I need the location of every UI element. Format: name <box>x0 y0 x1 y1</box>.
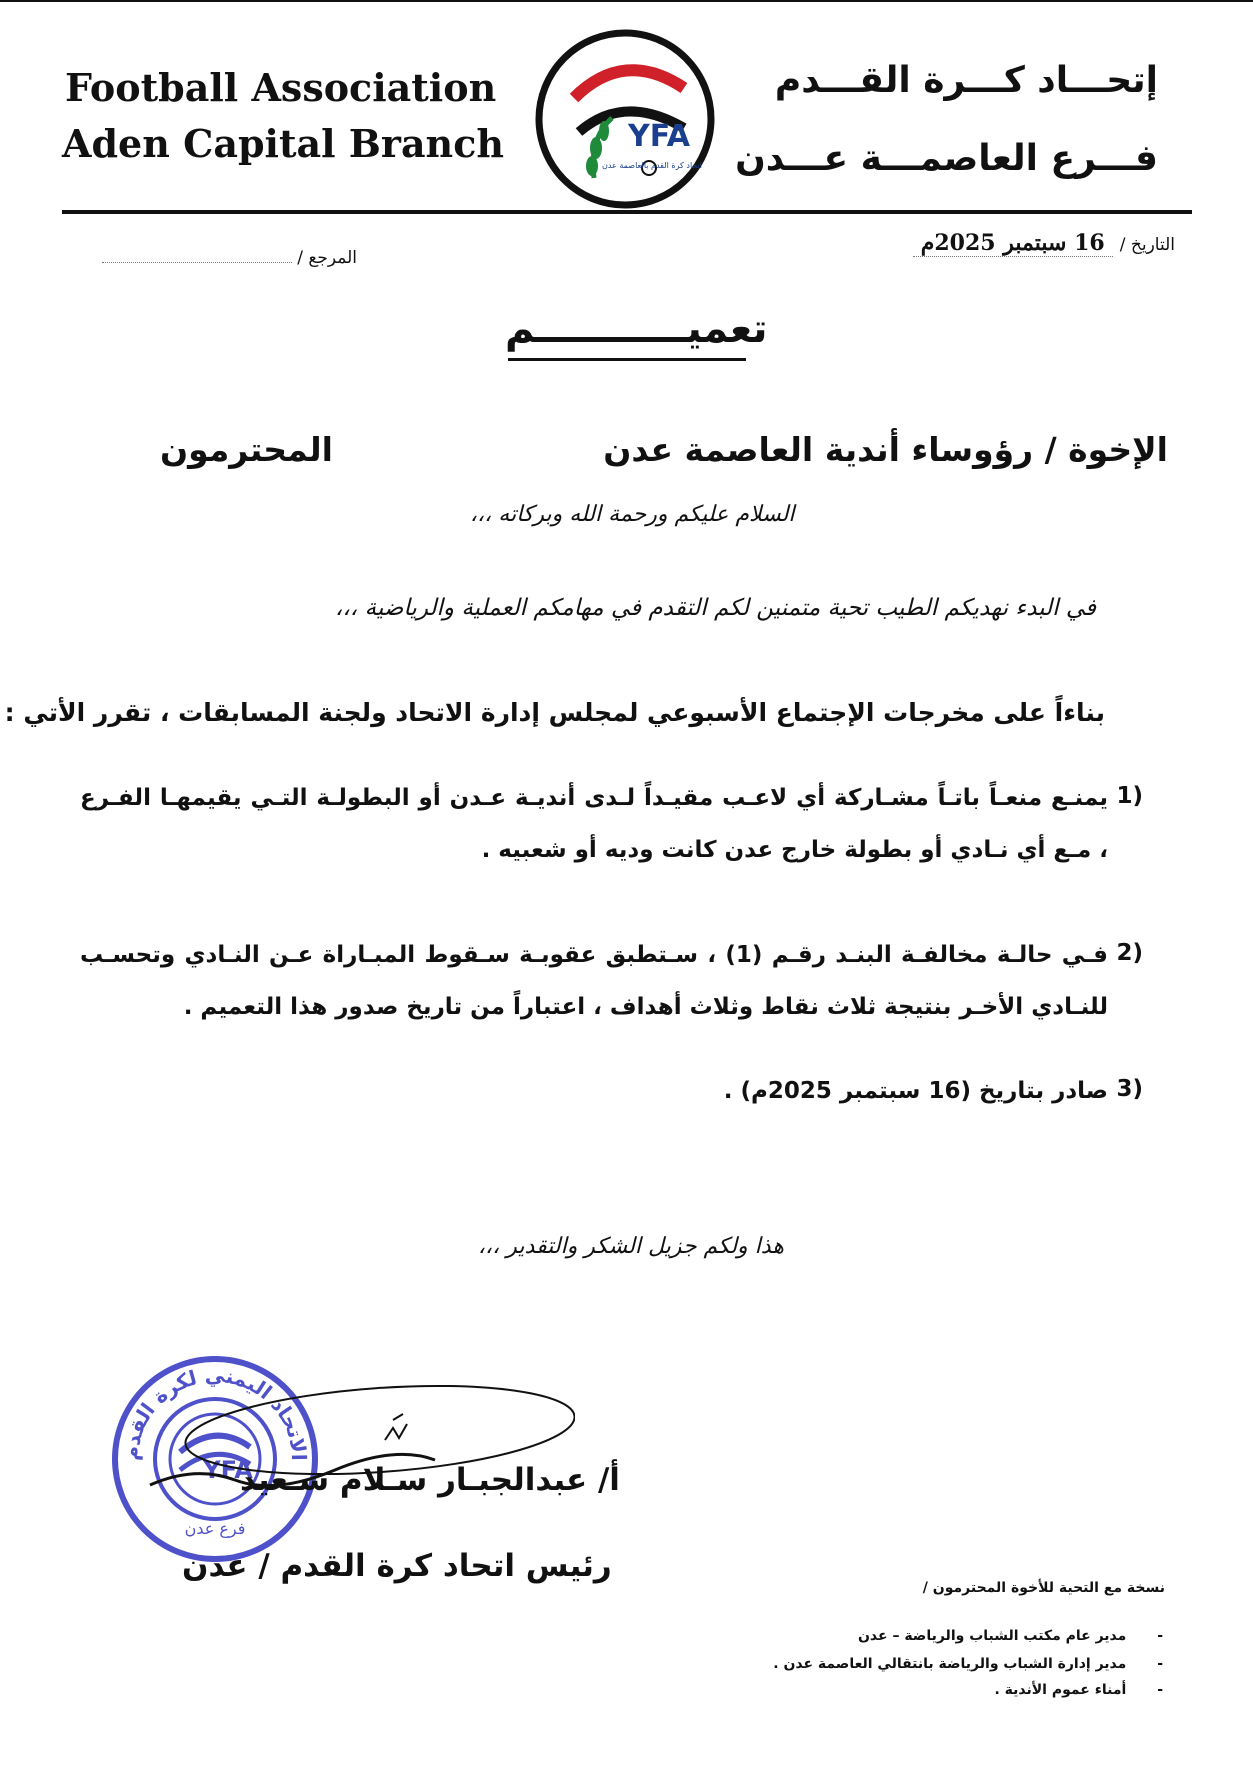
addressee-honorific: المحترمون <box>160 430 333 469</box>
stamp-ring-text: الاتحاد اليمني لكرة القدم <box>118 1362 312 1462</box>
header-ar-line1: إتحـــاد كـــرة القـــدم <box>774 60 1158 101</box>
cc-item-2-text: مدير إدارة الشباب والرياضة بانتقالي العاصمة عدن . <box>773 1656 1127 1672</box>
item-3-number: 3) <box>1116 1076 1143 1102</box>
cc-item-1 <box>858 1628 1163 1644</box>
top-edge-line <box>0 0 1253 2</box>
header-en-line1: Football Association <box>65 65 497 110</box>
intro-text: في البدء نهديكم الطيب تحية متمنين لكم التقدم في مهامكم العملية والرياضية ،،، <box>335 595 1096 621</box>
stamp-center-text: YFA <box>203 1456 253 1484</box>
item-2-text: فـي حالـة مخالفـة البنـد رقـم (1) ، سـتطبق عقوبـة سـقوط المبـاراة عـن النـادي وتحسـب للنـادي الأخـر بنتيجة ثلاث نقاط وثلاث أهداف ، اعتباراً من تاريخ صدور هذا التعميم . <box>80 942 1108 1020</box>
cc-item-3 <box>994 1682 1163 1698</box>
header-ar-line2: فـــرع العاصمـــة عـــدن <box>735 138 1158 179</box>
greeting: السلام عليكم ورحمة الله وبركاته ،،، <box>470 502 795 527</box>
cc-bullet: - <box>1157 1656 1163 1672</box>
cc-heading: نسخة مع التحية للأخوة المحترمون / <box>922 1580 1165 1596</box>
item-1-number: 1) <box>1116 783 1143 809</box>
item-2-number: 2) <box>1116 940 1143 966</box>
header-en-line2: Aden Capital Branch <box>62 121 504 166</box>
signatory-position: رئيس اتحاد كرة القدم / عدن <box>182 1548 612 1584</box>
item-1-text: يمنـع منعـاً باتـاً مشـاركة أي لاعـب مقيـداً لـدى أنديـة عـدن أو البطولـة التـي يقيمهـا الفـرع ، مـع أي نـادي أو بطولة خارج عدن كانت وديه أو شعبيه . <box>80 785 1108 863</box>
title-underline <box>508 358 746 361</box>
yfa-logo <box>534 28 716 210</box>
decision-intro: بناءاً على مخرجات الإجتماع الأسبوعي لمجلس إدارة الاتحاد ولجنة المسابقات ، تقرر الأتي : <box>4 698 1105 727</box>
cc-item-1-text: مدير عام مكتب الشباب والرياضة – عدن <box>857 1628 1127 1644</box>
header-divider <box>62 210 1192 214</box>
cc-item-3-text: أمناء عموم الأندية . <box>994 1682 1127 1698</box>
closing: هذا ولكم جزيل الشكر والتقدير ،،، <box>478 1234 784 1259</box>
cc-bullet: - <box>1157 1682 1163 1698</box>
stamp-bottom-text: فرع عدن <box>184 1519 246 1538</box>
cc-bullet: - <box>1157 1628 1163 1644</box>
logo-ar-text: اتحاد كرة القدم بالعاصمة عدن <box>601 161 703 170</box>
reference-label: المرجع / <box>297 248 357 268</box>
document-title: تعميـــــــــــم <box>505 306 768 352</box>
reference-line <box>82 242 357 268</box>
cc-item-2 <box>773 1656 1163 1672</box>
signatory-name: أ/ عبدالجبـار سـلام سـعيد <box>240 1462 620 1498</box>
item-3-text: صادر بتاريخ (16 سبتمبر 2025م) . <box>723 1078 1108 1104</box>
reference-value <box>102 242 292 263</box>
addressee-to: الإخوة / رؤوساء أندية العاصمة عدن <box>603 430 1168 469</box>
logo-text: YFA <box>628 119 690 154</box>
date-value: 16 سبتمبر 2025م <box>913 230 1113 257</box>
date-line <box>913 230 1175 256</box>
date-label: التاريخ / <box>1119 235 1175 255</box>
